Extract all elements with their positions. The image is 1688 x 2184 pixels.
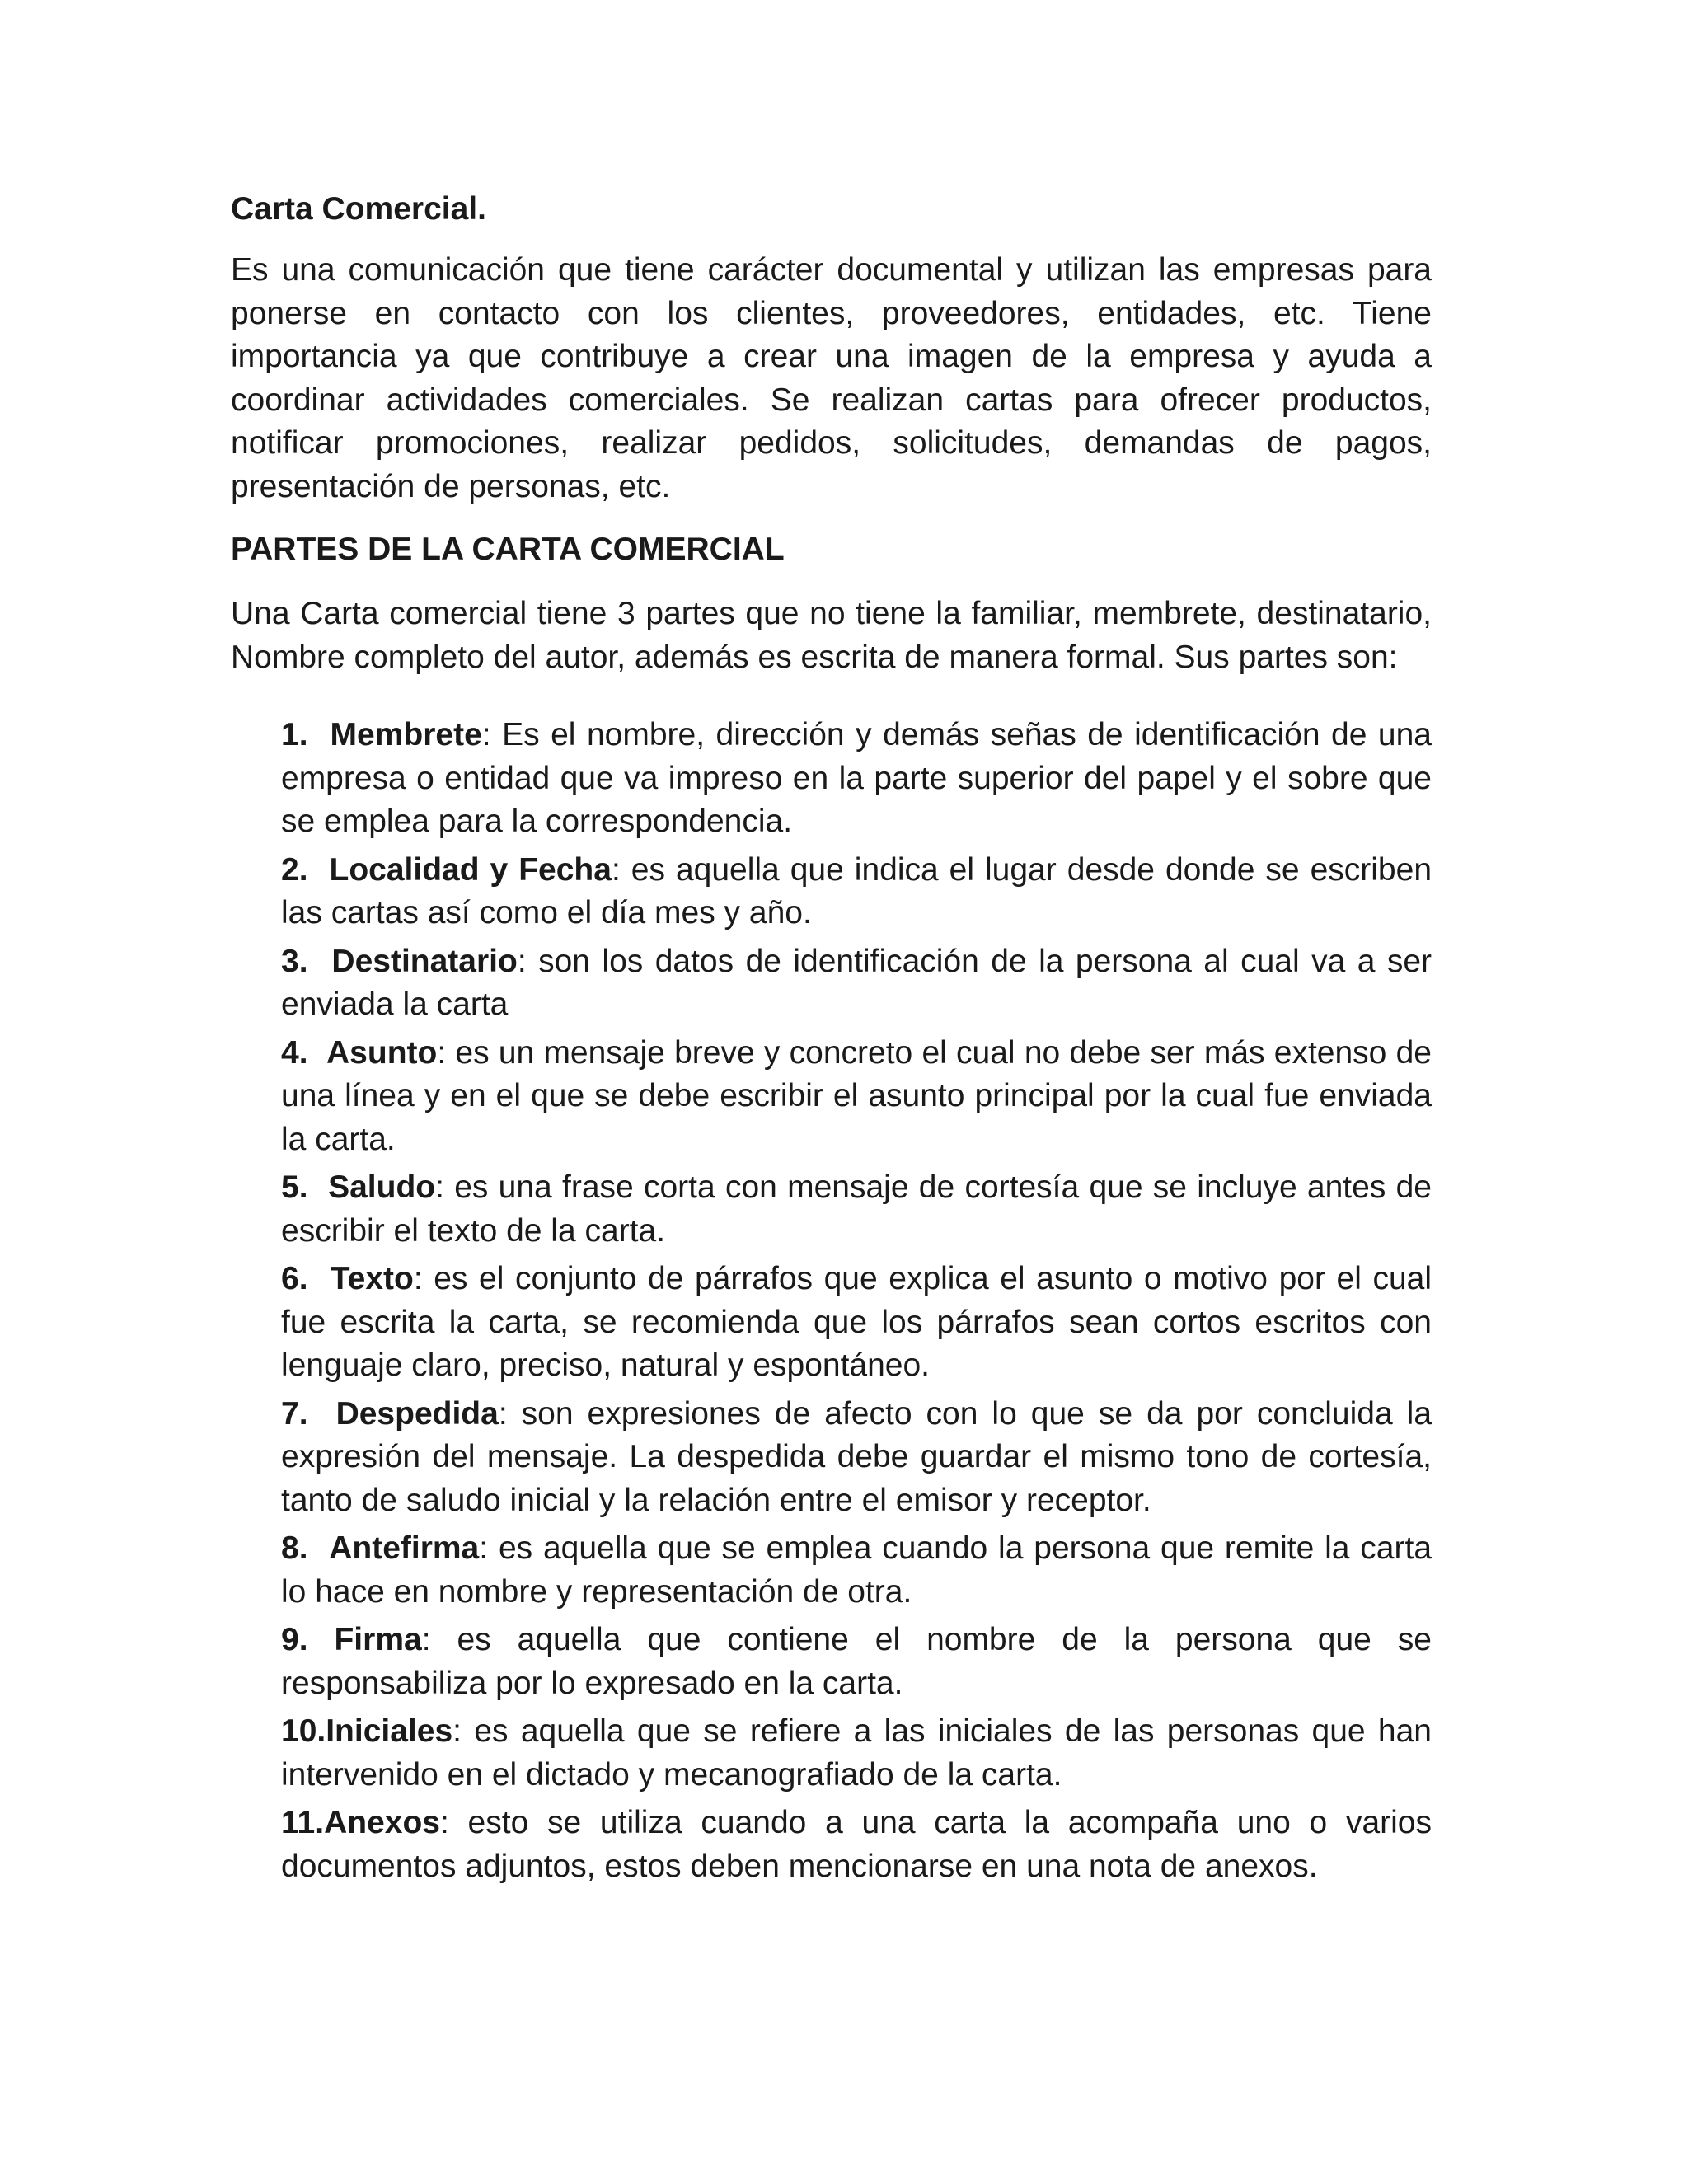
- item-description: : es aquella que se emplea cuando la persona que remite la carta lo hace en nombre y representación de otra.: [281, 1530, 1432, 1610]
- item-term: Membrete: [330, 717, 482, 752]
- item-description: : son expresiones de afecto con lo que se da por concluida la expresión del mensaje. La despedida debe guardar el mismo tono de cortesía, tanto de saludo inicial y la relación entre el emisor y receptor.: [281, 1395, 1432, 1518]
- item-term: Texto: [330, 1261, 414, 1296]
- item-term: Saludo: [328, 1169, 436, 1205]
- item-description: : es el conjunto de párrafos que explica el asunto o motivo por el cual fue escrita la carta, se recomienda que los párrafos sean cortos escritos con lenguaje claro, preciso, natural y espontáneo.: [281, 1261, 1432, 1383]
- item-number: 3.: [281, 943, 308, 979]
- item-number: 6.: [281, 1261, 308, 1296]
- item-description: : es un mensaje breve y concreto el cual no debe ser más extenso de una línea y en el que se debe escribir el asunto principal por la cual fue enviada la carta.: [281, 1034, 1432, 1157]
- item-term: Asunto: [326, 1034, 438, 1071]
- list-item: [281, 1258, 1432, 1388]
- item-number: 8.: [281, 1530, 308, 1566]
- item-description: : Es el nombre, dirección y demás señas de identificación de una empresa o entidad que va impreso en la parte superior del papel y el sobre que se emplea para la correspondencia.: [281, 717, 1432, 839]
- section-heading: PARTES DE LA CARTA COMERCIAL: [231, 532, 785, 567]
- item-number: 5.: [281, 1169, 308, 1205]
- item-description: : es una frase corta con mensaje de cortesía que se incluye antes de escribir el texto de la carta.: [281, 1169, 1432, 1249]
- item-number: 1.: [281, 717, 308, 752]
- item-number: 10.: [281, 1713, 326, 1749]
- item-description: : es aquella que contiene el nombre de la persona que se responsabiliza por lo expresado en la carta.: [281, 1622, 1432, 1701]
- document-title: Carta Comercial.: [231, 191, 486, 227]
- item-term: Anexos: [324, 1805, 440, 1840]
- item-number: 4.: [281, 1034, 308, 1071]
- item-number: 7.: [281, 1395, 308, 1432]
- parts-list: [231, 714, 1432, 1888]
- item-term: Destinatario: [331, 943, 518, 979]
- section-intro-paragraph: Una Carta comercial tiene 3 partes que no tiene la familiar, membrete, destinatario, Nombre completo del autor, además es escrita de manera formal. Sus partes son:: [231, 596, 1432, 675]
- item-term: Antefirma: [329, 1530, 480, 1566]
- list-item: [281, 714, 1432, 844]
- list-item: [281, 1802, 1432, 1888]
- item-term: Localidad y Fecha: [329, 851, 612, 888]
- item-term: Iniciales: [326, 1713, 453, 1749]
- list-item: [281, 1527, 1432, 1614]
- list-item: [281, 1032, 1432, 1162]
- list-item: [281, 849, 1432, 935]
- item-number: 11.: [281, 1805, 325, 1840]
- item-description: : esto se utiliza cuando a una carta la acompaña uno o varios documentos adjuntos, estos deben mencionarse en una nota de anexos.: [281, 1805, 1432, 1884]
- list-item: [281, 1393, 1432, 1523]
- item-term: Firma: [334, 1622, 422, 1657]
- item-description: : es aquella que se refiere a las iniciales de las personas que han intervenido en el dictado y mecanografiado de la carta.: [281, 1713, 1432, 1793]
- document-page: [231, 188, 1432, 1893]
- item-number: 9.: [281, 1622, 308, 1657]
- intro-paragraph: Es una comunicación que tiene carácter documental y utilizan las empresas para ponerse en contacto con los clientes, proveedores, entidades, etc. Tiene importancia ya que contribuye a crear una imagen de la empresa y ayuda a coordinar actividades comerciales. Se realizan cartas para ofrecer productos, notificar promociones, realizar pedidos, solicitudes, demandas de pagos, presentación de personas, etc.: [231, 252, 1432, 504]
- item-number: 2.: [281, 851, 308, 888]
- item-description: : es aquella que indica el lugar desde donde se escriben las cartas así como el día mes y año.: [281, 851, 1432, 930]
- list-item: [281, 1619, 1432, 1705]
- item-description: : son los datos de identificación de la persona al cual va a ser enviada la carta: [281, 943, 1432, 1022]
- item-term: Despedida: [335, 1395, 499, 1432]
- list-item: [281, 940, 1432, 1027]
- list-item: [281, 1710, 1432, 1797]
- list-item: [281, 1166, 1432, 1253]
